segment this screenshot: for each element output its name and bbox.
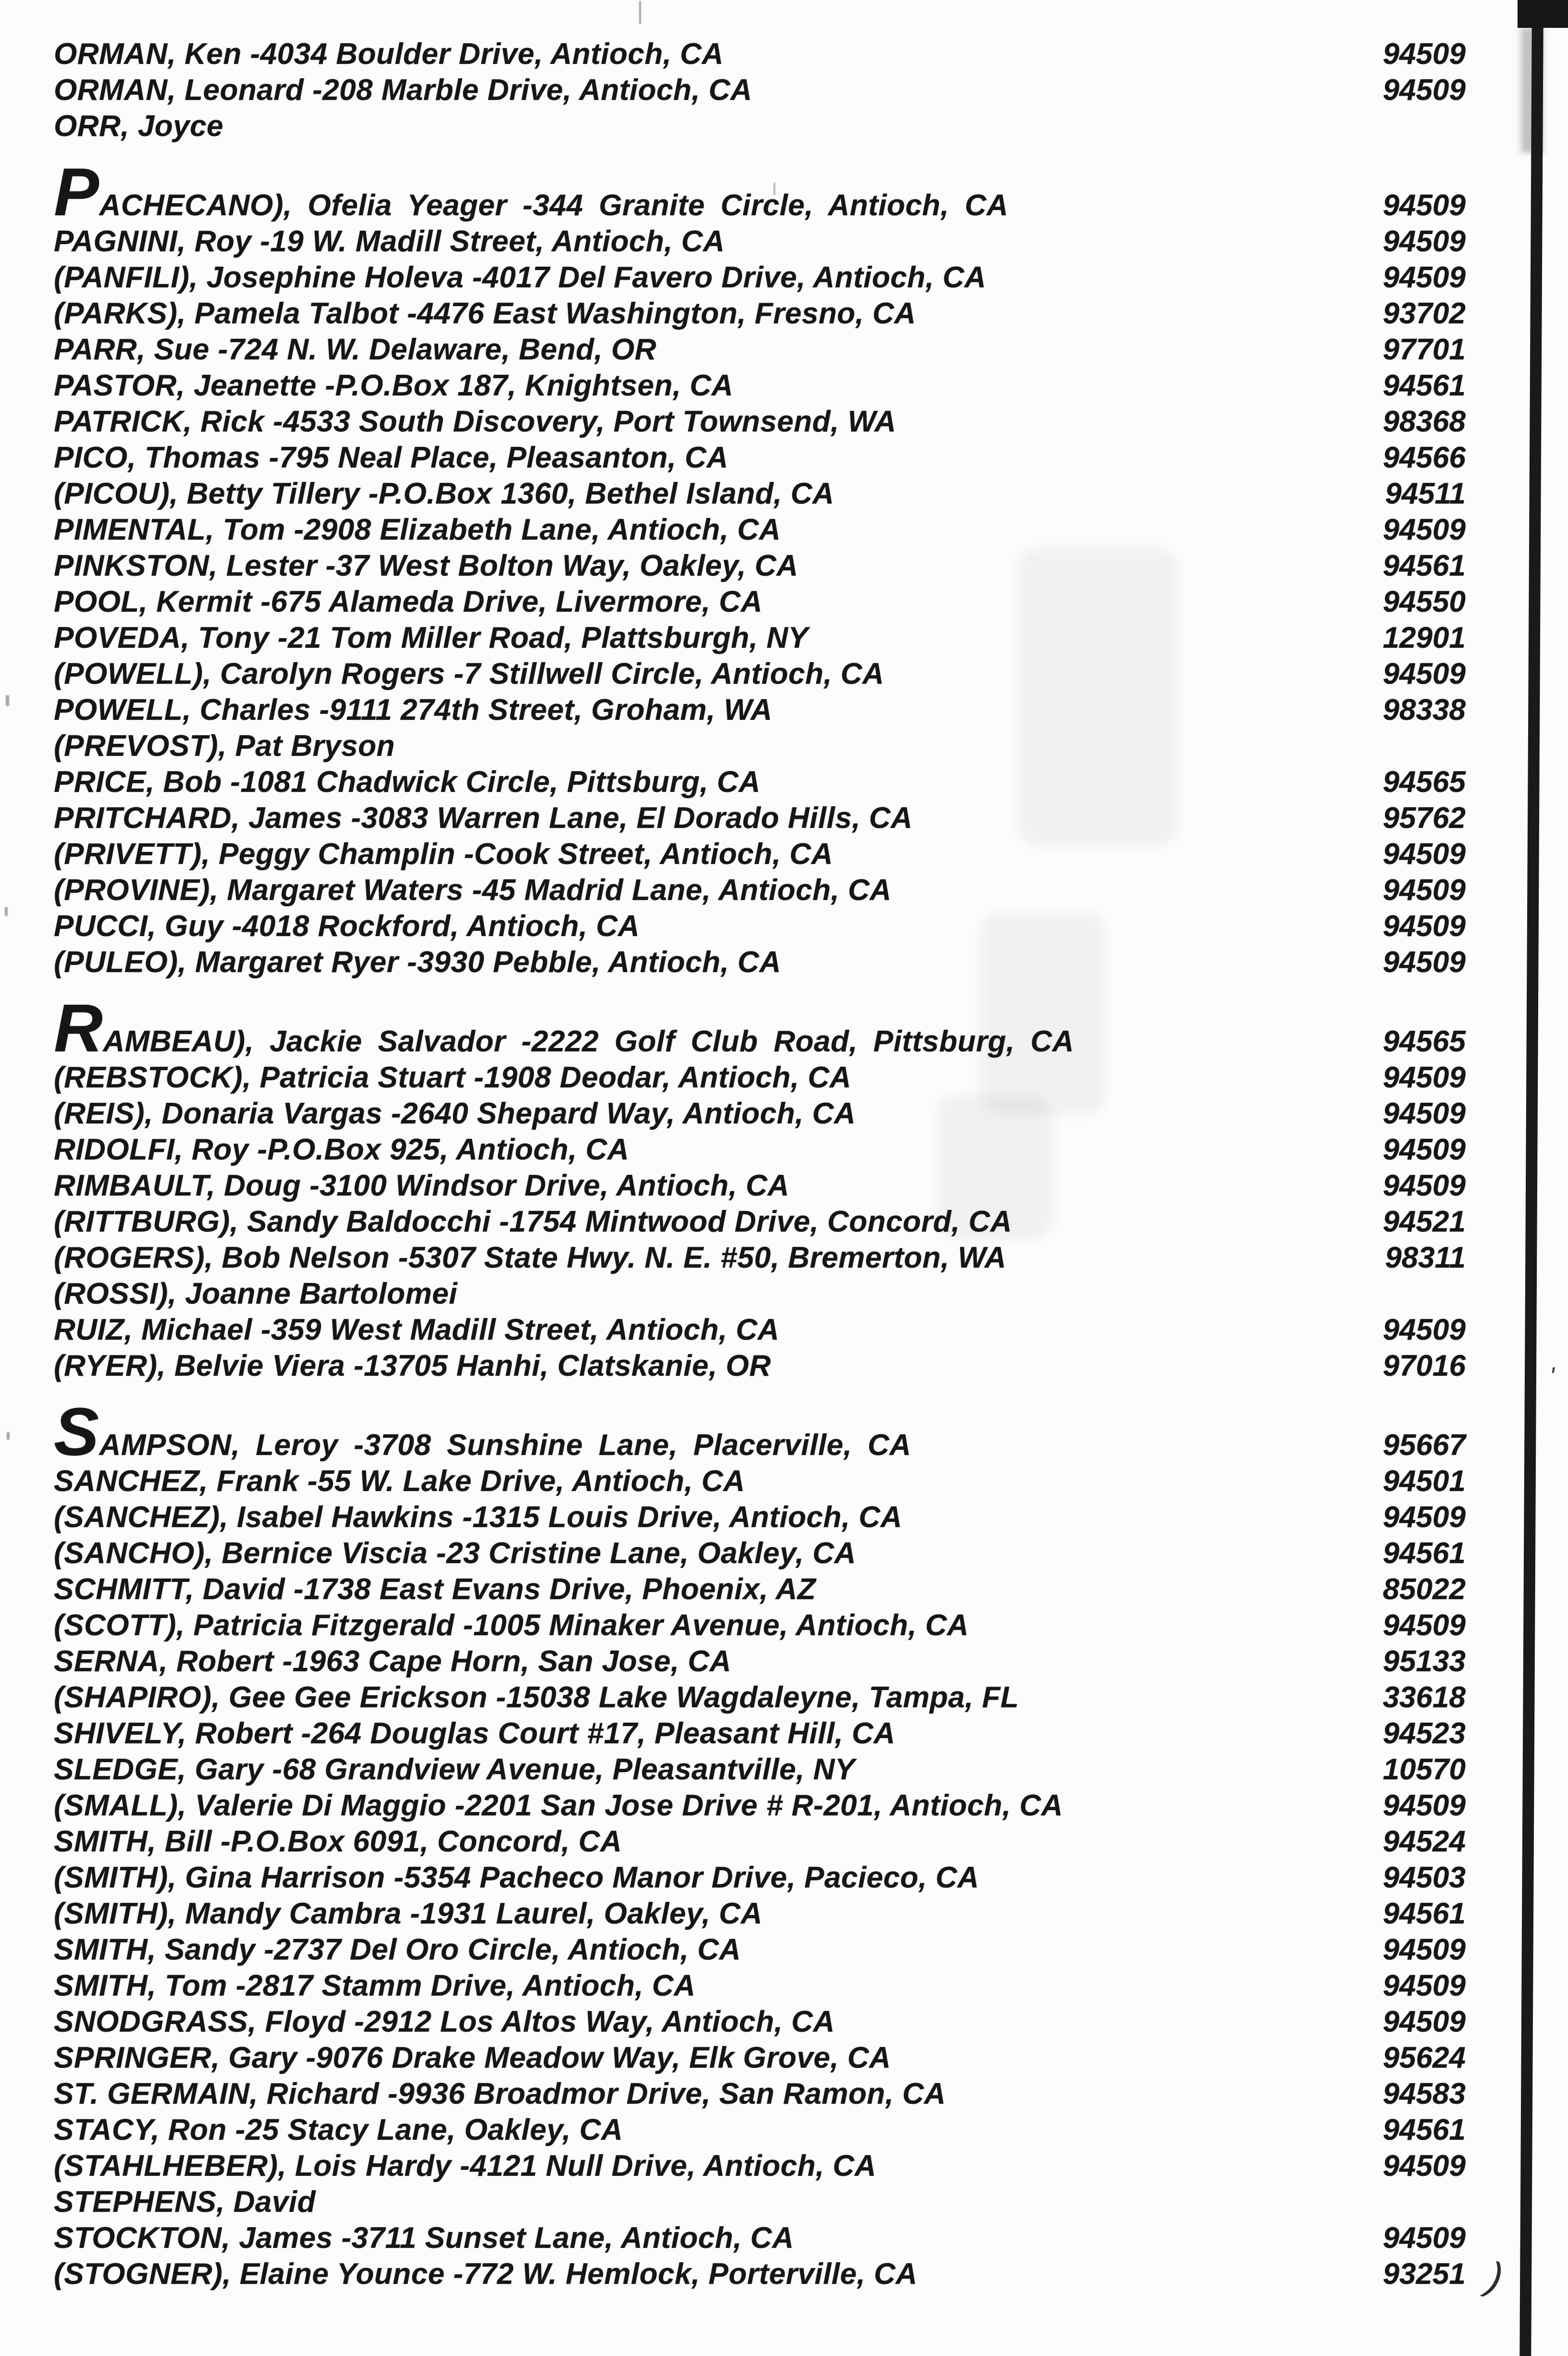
directory-entry xyxy=(54,1499,1466,1535)
entry-zip: 94561 xyxy=(1383,369,1466,402)
directory-entry xyxy=(54,1463,1466,1499)
entry-text xyxy=(54,908,1321,944)
entry-zip: 94524 xyxy=(1383,1825,1466,1858)
entry-zip: 94511 xyxy=(1385,477,1466,510)
entry-zip: 94566 xyxy=(1383,441,1466,474)
entry-text-rest: ST. GERMAIN, Richard -9936 Broadmor Drive, San Ramon, CA xyxy=(54,2077,946,2110)
entry-text xyxy=(54,2256,1321,2292)
entry-text xyxy=(54,1824,1321,1860)
entry-zip: 95762 xyxy=(1383,802,1466,835)
entry-text-rest: SLEDGE, Gary -68 Grandview Avenue, Pleasantville, NY xyxy=(54,1753,855,1786)
directory-entry xyxy=(54,1132,1466,1168)
entry-text-rest: PUCCI, Guy -4018 Rockford, Antioch, CA xyxy=(54,910,640,943)
entry-zip: 95624 xyxy=(1383,2041,1466,2074)
directory-entry xyxy=(54,1643,1466,1679)
entry-zip: 94561 xyxy=(1383,1897,1466,1930)
directory-entry xyxy=(54,584,1466,620)
directory-entry xyxy=(54,2004,1466,2040)
entry-text-rest: (RITTBURG), Sandy Baldocchi -1754 Mintwood Drive, Concord, CA xyxy=(54,1205,1012,1238)
entry-text-rest: (RYER), Belvie Viera -13705 Hanhi, Clatskanie, OR xyxy=(54,1349,771,1382)
entry-text-rest: SHIVELY, Robert -264 Douglas Court #17, Pleasant Hill, CA xyxy=(54,1717,896,1750)
entry-text-rest: (PULEO), Margaret Ryer -3930 Pebble, Antioch, CA xyxy=(54,946,781,979)
entry-zip: 94509 xyxy=(1383,657,1466,691)
entry-zip: 94561 xyxy=(1383,2113,1466,2146)
entry-text-rest: PAGNINI, Roy -19 W. Madill Street, Antioch, CA xyxy=(54,225,725,258)
entry-zip: 94509 xyxy=(1383,1097,1466,1130)
entry-zip: 94509 xyxy=(1383,261,1466,294)
directory-entry xyxy=(54,1060,1466,1096)
entry-text-rest: STEPHENS, David xyxy=(54,2185,316,2219)
scan-speck xyxy=(6,695,9,706)
entry-text-rest: PIMENTAL, Tom -2908 Elizabeth Lane, Antioch, CA xyxy=(54,513,781,546)
entry-zip: 12901 xyxy=(1383,621,1466,654)
entry-text xyxy=(54,223,1321,259)
directory-entry xyxy=(54,368,1466,404)
entry-text xyxy=(54,36,1321,72)
directory-entry xyxy=(54,2184,1466,2220)
directory-entry xyxy=(54,1715,1466,1752)
entry-zip: 93702 xyxy=(1383,297,1466,330)
directory-entry xyxy=(54,1312,1466,1348)
entry-text xyxy=(54,368,1321,404)
directory-entry xyxy=(54,108,1466,144)
directory-entry xyxy=(54,36,1466,72)
entry-text xyxy=(54,1499,1321,1535)
entry-zip: 94509 xyxy=(1383,74,1466,107)
entry-text-rest: (SCOTT), Patricia Fitzgerald -1005 Minaker Avenue, Antioch, CA xyxy=(54,1609,969,1642)
scan-squiggle-mark: ) xyxy=(1483,2253,1508,2301)
entry-text-rest: SNODGRASS, Floyd -2912 Los Altos Way, Antioch, CA xyxy=(54,2005,835,2038)
entry-zip: 95133 xyxy=(1383,1645,1466,1678)
directory-entry xyxy=(54,154,1466,230)
entry-zip: 85022 xyxy=(1383,1573,1466,1606)
entry-zip: 94509 xyxy=(1383,2005,1466,2038)
directory-entry xyxy=(54,908,1466,944)
entry-text-rest: ORR, Joyce xyxy=(54,110,224,143)
directory-entry xyxy=(54,1968,1466,2004)
entry-text-rest: (PROVINE), Margaret Waters -45 Madrid Lane, Antioch, CA xyxy=(54,874,892,907)
entry-text-rest: PINKSTON, Lester -37 West Bolton Way, Oakley, CA xyxy=(54,549,799,582)
entry-zip: 94509 xyxy=(1383,189,1466,222)
entry-text xyxy=(54,296,1321,332)
entry-zip: 94565 xyxy=(1383,1025,1466,1058)
entry-text xyxy=(54,404,1321,440)
directory-entry xyxy=(54,1752,1466,1788)
entry-text-rest: STACY, Ron -25 Stacy Lane, Oakley, CA xyxy=(54,2113,623,2146)
entry-text-rest: (SHAPIRO), Gee Gee Erickson -15038 Lake Wagdaleyne, Tampa, FL xyxy=(54,1681,1019,1714)
entry-text-rest: SCHMITT, David -1738 East Evans Drive, Phoenix, AZ xyxy=(54,1573,816,1606)
entry-text xyxy=(54,1571,1321,1607)
entry-text-rest: (PICOU), Betty Tillery -P.O.Box 1360, Bethel Island, CA xyxy=(54,477,834,510)
entry-text-rest: POOL, Kermit -675 Alameda Drive, Livermore, CA xyxy=(54,585,763,618)
entry-text xyxy=(54,944,1321,980)
directory-entry xyxy=(54,944,1466,980)
entry-zip: 94550 xyxy=(1383,585,1466,618)
directory-entry xyxy=(54,692,1466,728)
directory-entry xyxy=(54,1168,1466,1204)
entry-text xyxy=(54,154,1321,230)
entry-text xyxy=(54,2076,1321,2112)
entry-text-rest: SPRINGER, Gary -9076 Drake Meadow Way, Elk Grove, CA xyxy=(54,2041,891,2074)
directory-entry xyxy=(54,296,1466,332)
dropcap-letter: R xyxy=(54,990,103,1066)
directory-entry xyxy=(54,72,1466,108)
scan-smudge xyxy=(980,913,1105,1115)
entry-text xyxy=(54,259,1321,296)
directory-entry xyxy=(54,440,1466,476)
entry-text-rest: AMBEAU), Jackie Salvador -2222 Golf Club Road, Pittsburg, CA xyxy=(103,1025,1074,1058)
entry-text xyxy=(54,1276,1321,1312)
entry-text-rest: (SANCHO), Bernice Viscia -23 Cristine Lane, Oakley, CA xyxy=(54,1537,856,1570)
section-gap xyxy=(54,144,1466,187)
entry-text-rest: (REBSTOCK), Patricia Stuart -1908 Deodar, Antioch, CA xyxy=(54,1061,852,1094)
entry-text-rest: (REIS), Donaria Vargas -2640 Shepard Way, Antioch, CA xyxy=(54,1097,856,1130)
entry-zip: 94509 xyxy=(1383,1313,1466,1346)
entry-text xyxy=(54,1607,1321,1643)
entry-zip: 94509 xyxy=(1383,910,1466,943)
entry-text xyxy=(54,1860,1321,1896)
directory-entry xyxy=(54,548,1466,584)
entry-text-rest: (STOGNER), Elaine Younce -772 W. Hemlock, Porterville, CA xyxy=(54,2257,918,2291)
directory-entry xyxy=(54,1348,1466,1384)
entry-zip: 94509 xyxy=(1383,838,1466,871)
scan-smudge xyxy=(1019,548,1177,846)
directory-entry xyxy=(54,872,1466,908)
directory-entry xyxy=(54,1535,1466,1571)
entry-zip: 94509 xyxy=(1383,1061,1466,1094)
directory-entry xyxy=(54,404,1466,440)
entry-text xyxy=(54,1348,1321,1384)
entry-zip: 94509 xyxy=(1383,874,1466,907)
directory-entry xyxy=(54,476,1466,512)
directory-entry xyxy=(54,259,1466,296)
entry-zip: 94509 xyxy=(1383,2221,1466,2255)
directory-entry xyxy=(54,512,1466,548)
scan-speck xyxy=(774,183,775,195)
directory-entry xyxy=(54,1204,1466,1240)
entry-text-rest: PASTOR, Jeanette -P.O.Box 187, Knightsen, CA xyxy=(54,369,733,402)
directory-entry xyxy=(54,1932,1466,1968)
entry-text xyxy=(54,2220,1321,2256)
entry-text-rest: SMITH, Tom -2817 Stamm Drive, Antioch, CA xyxy=(54,1969,696,2002)
entry-text-rest: PRITCHARD, James -3083 Warren Lane, El Dorado Hills, CA xyxy=(54,802,913,835)
entry-zip: 94523 xyxy=(1383,1717,1466,1750)
entry-zip: 94509 xyxy=(1383,1609,1466,1642)
scan-smudge xyxy=(937,1096,1052,1240)
entry-text xyxy=(54,1679,1321,1715)
entry-zip: 94565 xyxy=(1383,765,1466,799)
directory-entry xyxy=(54,2220,1466,2256)
entry-zip: 93251 xyxy=(1383,2257,1466,2291)
entry-text-rest: RIMBAULT, Doug -3100 Windsor Drive, Antioch, CA xyxy=(54,1169,790,1202)
directory-entry xyxy=(54,1240,1466,1276)
entry-text xyxy=(54,1535,1321,1571)
entry-text xyxy=(54,72,1321,108)
entry-text xyxy=(54,1643,1321,1679)
entry-text-rest: (SMALL), Valerie Di Maggio -2201 San Jose Drive # R-201, Antioch, CA xyxy=(54,1789,1063,1822)
entry-text xyxy=(54,512,1321,548)
entry-text-rest: (SMITH), Gina Harrison -5354 Pacheco Manor Drive, Pacieco, CA xyxy=(54,1861,979,1894)
entry-zip: 94509 xyxy=(1383,1133,1466,1166)
entry-text xyxy=(54,1715,1321,1752)
entry-text-rest: PRICE, Bob -1081 Chadwick Circle, Pittsburg, CA xyxy=(54,765,761,799)
entry-zip: 94503 xyxy=(1383,1861,1466,1894)
entry-zip: 94509 xyxy=(1383,946,1466,979)
entry-text xyxy=(54,2148,1321,2184)
entry-zip: 94583 xyxy=(1383,2077,1466,2110)
entry-text-rest: ORMAN, Leonard -208 Marble Drive, Antioch, CA xyxy=(54,74,753,107)
entry-zip: 97701 xyxy=(1383,333,1466,366)
directory-entry xyxy=(54,764,1466,800)
entry-zip: 95667 xyxy=(1383,1429,1466,1462)
directory-entry xyxy=(54,332,1466,368)
entry-zip: 94509 xyxy=(1383,2149,1466,2183)
entry-zip: 94509 xyxy=(1383,37,1466,71)
directory-entry xyxy=(54,1896,1466,1932)
entry-text xyxy=(54,1168,1321,1204)
entry-text xyxy=(54,1132,1321,1168)
entry-text-rest: ORMAN, Ken -4034 Boulder Drive, Antioch, CA xyxy=(54,37,724,71)
entry-text-rest: PICO, Thomas -795 Neal Place, Pleasanton, CA xyxy=(54,441,728,474)
directory-entry xyxy=(54,728,1466,764)
entry-text-rest: SERNA, Robert -1963 Cape Horn, San Jose, CA xyxy=(54,1645,731,1678)
directory-entry xyxy=(54,656,1466,692)
directory-entry xyxy=(54,1276,1466,1312)
entry-zip: 94561 xyxy=(1383,549,1466,582)
entry-text-rest: AMPSON, Leroy -3708 Sunshine Lane, Placerville, CA xyxy=(99,1429,912,1462)
entry-text-rest: PATRICK, Rick -4533 South Discovery, Port Townsend, WA xyxy=(54,405,896,438)
scan-corner-artifact xyxy=(1518,0,1568,28)
entry-text xyxy=(54,1204,1321,1240)
entry-text-rest: SANCHEZ, Frank -55 W. Lake Drive, Antioch, CA xyxy=(54,1465,745,1498)
entry-text-rest: PARR, Sue -724 N. W. Delaware, Bend, OR xyxy=(54,333,657,366)
entry-zip: 94509 xyxy=(1383,513,1466,546)
entry-text-rest: (PREVOST), Pat Bryson xyxy=(54,729,395,763)
entry-text-rest: (STAHLHEBER), Lois Hardy -4121 Null Drive, Antioch, CA xyxy=(54,2149,877,2183)
scan-edge-bar-artifact xyxy=(1519,0,1543,2356)
directory-entry xyxy=(54,1860,1466,1896)
entry-text-rest: (PARKS), Pamela Talbot -4476 East Washington, Fresno, CA xyxy=(54,297,916,330)
entry-zip: 33618 xyxy=(1383,1681,1466,1714)
entry-text xyxy=(54,476,1321,512)
directory-entry xyxy=(54,1096,1466,1132)
entry-zip: 98311 xyxy=(1385,1241,1466,1274)
entry-text-rest: (PRIVETT), Peggy Champlin -Cook Street, Antioch, CA xyxy=(54,838,833,871)
entry-text xyxy=(54,1312,1321,1348)
entry-zip: 94509 xyxy=(1383,1789,1466,1822)
directory-entry xyxy=(54,1679,1466,1715)
directory-entry xyxy=(54,2256,1466,2292)
scan-speck xyxy=(7,1432,10,1440)
directory-entry xyxy=(54,1824,1466,1860)
entry-text-rest: POWELL, Charles -9111 274th Street, Groham, WA xyxy=(54,693,773,727)
entry-text-rest: SMITH, Bill -P.O.Box 6091, Concord, CA xyxy=(54,1825,622,1858)
entry-text xyxy=(54,1463,1321,1499)
directory-entry xyxy=(54,800,1466,836)
entry-text xyxy=(54,872,1321,908)
entry-text-rest: RIDOLFI, Roy -P.O.Box 925, Antioch, CA xyxy=(54,1133,630,1166)
directory-entry xyxy=(54,2148,1466,2184)
entry-text-rest: STOCKTON, James -3711 Sunset Lane, Antioch, CA xyxy=(54,2221,794,2255)
directory-entry xyxy=(54,1394,1466,1469)
entry-text-rest: SMITH, Sandy -2737 Del Oro Circle, Antioch, CA xyxy=(54,1933,741,1966)
entry-text-rest: (PANFILI), Josephine Holeva -4017 Del Favero Drive, Antioch, CA xyxy=(54,261,987,294)
entry-text xyxy=(54,1968,1321,2004)
entry-zip: 10570 xyxy=(1383,1753,1466,1786)
entry-text xyxy=(54,440,1321,476)
directory-entry xyxy=(54,620,1466,656)
entry-text xyxy=(54,332,1321,368)
scan-speck xyxy=(639,1,641,24)
entry-text xyxy=(54,2004,1321,2040)
directory-entry xyxy=(54,990,1466,1066)
entry-text xyxy=(54,2112,1321,2148)
directory-entry xyxy=(54,836,1466,872)
entry-text xyxy=(54,990,1321,1066)
directory-entry xyxy=(54,223,1466,259)
dropcap-letter: P xyxy=(54,154,99,230)
directory-entry xyxy=(54,2112,1466,2148)
directory-list xyxy=(54,36,1466,2292)
directory-entry xyxy=(54,1571,1466,1607)
entry-zip: 94509 xyxy=(1383,1969,1466,2002)
entry-zip: 94509 xyxy=(1383,1169,1466,1202)
directory-entry xyxy=(54,2076,1466,2112)
entry-text xyxy=(54,2184,1321,2220)
scan-tick-mark: ' xyxy=(1549,1361,1555,1392)
entry-text-rest: POVEDA, Tony -21 Tom Miller Road, Plattsburgh, NY xyxy=(54,621,809,654)
entry-text xyxy=(54,1394,1321,1469)
directory-entry xyxy=(54,2040,1466,2076)
entry-text xyxy=(54,1096,1321,1132)
directory-entry xyxy=(54,1607,1466,1643)
section-gap xyxy=(54,980,1466,1024)
entry-text-rest: ACHECANO), Ofelia Yeager -344 Granite Circle, Antioch, CA xyxy=(99,189,1009,222)
entry-text-rest: (SMITH), Mandy Cambra -1931 Laurel, Oakley, CA xyxy=(54,1897,763,1930)
entry-zip: 94509 xyxy=(1383,1933,1466,1966)
section-gap xyxy=(54,1384,1466,1427)
directory-entry xyxy=(54,1788,1466,1824)
scan-speck xyxy=(5,907,8,916)
entry-text xyxy=(54,1896,1321,1932)
entry-zip: 94509 xyxy=(1383,225,1466,258)
entry-text-rest: (POWELL), Carolyn Rogers -7 Stillwell Circle, Antioch, CA xyxy=(54,657,884,691)
entry-text xyxy=(54,1240,1321,1276)
entry-text-rest: (ROGERS), Bob Nelson -5307 State Hwy. N. E. #50, Bremerton, WA xyxy=(54,1241,1007,1274)
entry-zip: 94521 xyxy=(1383,1205,1466,1238)
entry-zip: 94509 xyxy=(1383,1501,1466,1534)
dropcap-letter: S xyxy=(54,1394,99,1469)
entry-zip: 98338 xyxy=(1383,693,1466,727)
entry-text xyxy=(54,1932,1321,1968)
entry-text-rest: (ROSSI), Joanne Bartolomei xyxy=(54,1277,457,1310)
entry-zip: 94501 xyxy=(1383,1465,1466,1498)
entry-zip: 97016 xyxy=(1383,1349,1466,1382)
entry-text xyxy=(54,2040,1321,2076)
entry-text-rest: (SANCHEZ), Isabel Hawkins -1315 Louis Drive, Antioch, CA xyxy=(54,1501,902,1534)
entry-zip: 94561 xyxy=(1383,1537,1466,1570)
entry-text xyxy=(54,1752,1321,1788)
entry-text xyxy=(54,108,1321,144)
entry-text xyxy=(54,1788,1321,1824)
entry-text xyxy=(54,1060,1321,1096)
entry-zip: 98368 xyxy=(1383,405,1466,438)
entry-text-rest: RUIZ, Michael -359 West Madill Street, Antioch, CA xyxy=(54,1313,779,1346)
